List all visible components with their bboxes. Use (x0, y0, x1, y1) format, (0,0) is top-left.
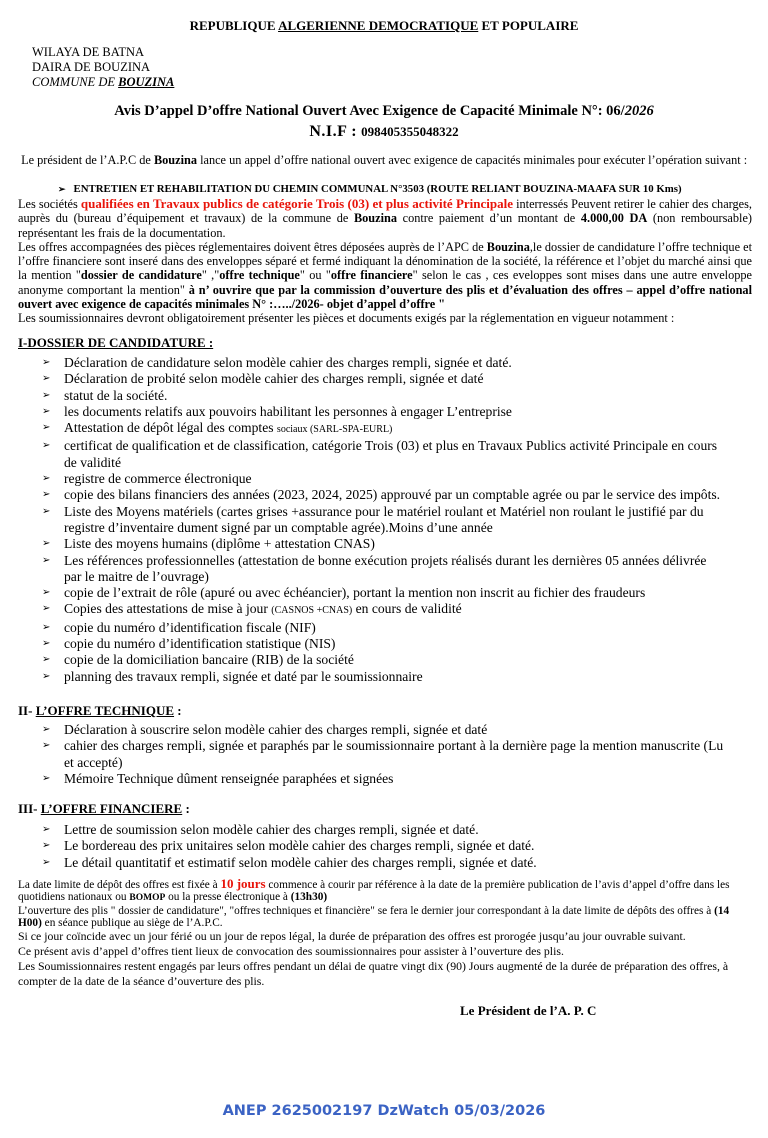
intro-paragraph: Le président de l’A.P.C de Bouzina lance un appel d’offre national ouvert avec exigence de capacités minimales pour exécuter l’opération suivant : (21, 153, 748, 167)
deadline-paragraph: La date limite de dépôt des offres est fixée à 10 jours commence à courir par référence à la date de la première publication de l’avis d’appel d’offre dans les quotidiens nationaux ou BOMOP ou la presse électronique à (13h30) (18, 876, 730, 904)
arrow-bullet-icon: ➢ (42, 603, 51, 615)
list-item: ➢ Déclaration de candidature selon modèle cahier des charges rempli, signée et daté. (42, 355, 512, 370)
arrow-bullet-icon: ➢ (42, 724, 51, 735)
nif-line: N.I.F : 098405355048322 (309, 123, 459, 140)
list-item: ➢ copie du numéro d’identification fiscale (NIF) (42, 619, 316, 635)
financiere-list (42, 822, 736, 871)
dossier-list (42, 355, 722, 685)
list-item: ➢ Le bordereau des prix unitaires selon modèle cahier des charges rempli, signée et daté. (42, 838, 535, 854)
administrative-block (32, 45, 174, 90)
list-item: ➢ planning des travaux rempli, signée et daté par le soumissionnaire (42, 668, 423, 684)
validity-paragraph: Les Soumissionnaires restent engagés par leurs offres pendant un délai de quatre vingt dix (90) Jours augmenté de la durée de préparation des offres, à compter de la date de la séance d’ouverture des plis. (18, 959, 729, 989)
arrow-bullet-icon: ➢ (42, 856, 51, 868)
arrow-bullet-icon: ➢ (42, 670, 51, 682)
closing-paragraphs (18, 878, 752, 989)
list-item: ➢ Déclaration de probité selon modèle cahier des charges rempli, signée et daté (42, 371, 484, 387)
list-item: ➢ registre de commerce électronique (42, 471, 252, 487)
convocation-paragraph: Ce présent avis d’appel d’offres tient lieux de convocation des soumissionnaires pour assister à l’ouverture des plis. (18, 944, 564, 959)
list-item: ➢ copie des bilans financiers des années (2023, 2024, 2025) approuvé par un comptable agrée ou par le service des impôts. (42, 487, 721, 503)
republic-header: REPUBLIQUE ALGERIENNE DEMOCRATIQUE ET POPULAIRE (189, 18, 579, 33)
list-item: ➢ copie de l’extrait de rôle (apuré ou avec échéancier), portant la mention non inscrit au fichier des fraudeurs (42, 585, 646, 601)
requirements-paragraph: Les soumissionnaires devront obligatoirement présenter les pièces et documents exigés par la réglementation en vigueur notamment : (18, 311, 675, 326)
holiday-paragraph: Si ce jour coïncide avec un jour férié ou un jour de repos légal, la durée de préparation des offres est prorogée jusqu’au jour ouvrable suivant. (18, 929, 686, 944)
list-item: ➢ Liste des moyens humains (diplôme + attestation CNAS) (42, 536, 375, 552)
list-item: ➢ Les références professionnelles (attestation de bonne exécution projets réalisés durant les dernières 05 années délivrée par le maitre de l’ouvrage) (42, 552, 707, 584)
conditions-paragraphs (18, 197, 752, 326)
footer-reference: ANEP 2625002197 DzWatch 05/03/2026 (222, 1103, 546, 1119)
list-item: ➢ les documents relatifs aux pouvoirs habilitant les personnes à engager L’entreprise (42, 403, 512, 419)
list-item: ➢ copie de la domiciliation bancaire (RIB) de la société (42, 652, 354, 668)
list-item: ➢ copie du numéro d’identification statistique (NIS) (42, 636, 336, 652)
list-item: ➢ Déclaration à souscrire selon modèle cahier des charges rempli, signée et daté (42, 722, 488, 737)
section-dossier-title: I-DOSSIER DE CANDIDATURE : (18, 335, 214, 350)
arrow-bullet-icon: ➢ (42, 422, 51, 434)
wilaya-line: WILAYA DE BATNA (32, 45, 145, 59)
arrow-bullet-icon: ➢ (42, 505, 51, 517)
arrow-bullet-icon: ➢ (42, 405, 51, 417)
arrow-bullet-icon: ➢ (42, 473, 51, 485)
submission-paragraph: Les offres accompagnées des pièces réglementaires doivent êtres déposées auprès de l’APC de Bouzina,le dossier de candidature l’offre technique et l’offre financiere sont inseré dans des enveloppes séparé et fermé indiquant la dénomination de la société, la référence et l’objet du marché ainsi que la mention "dossier de candidature" ,"offre technique" ou "offre financiere" selon le cas , ces eveloppes sont mises dans une autre enveloppe anonyme comportant la mention" à n’ ouvrire que par la commission d’ouverture des plis et d’évaluation des offres – appel d’offre national ouvert avec exigence de capacités minimales N° :…../2026- objet d’appel d’offre " (18, 239, 752, 312)
opening-paragraph: L’ouverture des plis " dossier de candidature", "offres techniques et financière" se fera le dernier jour correspondant à la date limite de dépôts des offres à (14 H00) en séance publique au siège de l’A.P.C. (18, 904, 730, 929)
arrow-bullet-icon: ➢ (42, 489, 51, 501)
operation-line: ➢ ENTRETIEN ET REHABILITATION DU CHEMIN COMMUNAL N°3503 (ROUTE RELIANT BOUZINA-MAAFA SUR 10 Kms) (58, 183, 682, 195)
withdrawal-paragraph: Les sociétés qualifiées en Travaux publics de catégorie Trois (03) et plus activité Principale interressés Peuvent retirer le cahier des charges, auprès du (bureau d’équipement et travaux) de la commune de Bouzina contre paiement d’un montant de 4.000,00 DA (non remboursable) représentant les frais de la documentation. (18, 196, 753, 240)
arrow-bullet-icon: ➢ (42, 621, 51, 633)
arrow-bullet-icon: ➢ (42, 840, 51, 852)
signature-line: Le Président de l’A. P. C (460, 1003, 597, 1018)
list-item: ➢ Mémoire Technique dûment renseignée paraphées et signées (42, 770, 394, 786)
list-item: ➢ Attestation de dépôt légal des comptes sociaux (SARL-SPA-EURL) (42, 420, 393, 436)
technique-list (42, 722, 736, 787)
arrow-bullet-icon: ➢ (42, 357, 51, 368)
arrow-bullet-icon: ➢ (42, 554, 51, 566)
arrow-bullet-icon: ➢ (58, 184, 66, 194)
list-item: ➢ certificat de qualification et de classification, catégorie Trois (03) et plus en Travaux Publics activité Principale en cours de validité (42, 438, 718, 470)
list-item: ➢ Copies des attestations de mise à jour (CASNOS +CNAS) en cours de validité (42, 601, 462, 617)
arrow-bullet-icon: ➢ (42, 654, 51, 666)
arrow-bullet-icon: ➢ (42, 538, 51, 550)
commune-line: COMMUNE DE BOUZINA (32, 75, 175, 89)
arrow-bullet-icon: ➢ (42, 440, 51, 452)
arrow-bullet-icon: ➢ (42, 638, 51, 650)
section-financiere-title: III- L’OFFRE FINANCIERE : (18, 801, 190, 816)
arrow-bullet-icon: ➢ (42, 587, 51, 599)
list-item: ➢ Liste des Moyens matériels (cartes grises +assurance pour le matériel roulant et Matériel non roulant le justifié par du registre d’inventaire dument signé par un comptable agrée).Moins d’une année (42, 503, 704, 535)
list-item: ➢ Le détail quantitatif et estimatif selon modèle cahier des charges rempli, signée et daté. (42, 854, 537, 870)
section-technique-title: II- L’OFFRE TECHNIQUE : (18, 703, 182, 718)
arrow-bullet-icon: ➢ (42, 740, 51, 752)
notice-title: Avis D’appel D’offre National Ouvert Avec Exigence de Capacité Minimale N°: 06/2026 (114, 103, 654, 119)
daira-line: DAIRA DE BOUZINA (32, 60, 151, 74)
arrow-bullet-icon: ➢ (42, 373, 51, 385)
list-item: ➢ Lettre de soumission selon modèle cahier des charges rempli, signée et daté. (42, 822, 479, 837)
arrow-bullet-icon: ➢ (42, 824, 51, 835)
list-item: ➢ statut de la société. (42, 387, 168, 403)
arrow-bullet-icon: ➢ (42, 772, 51, 784)
arrow-bullet-icon: ➢ (42, 389, 51, 401)
list-item: ➢ cahier des charges rempli, signée et paraphés par le soumissionnaire portant à la dernière page la mention manuscrite (Lu et accepté) (42, 738, 724, 770)
